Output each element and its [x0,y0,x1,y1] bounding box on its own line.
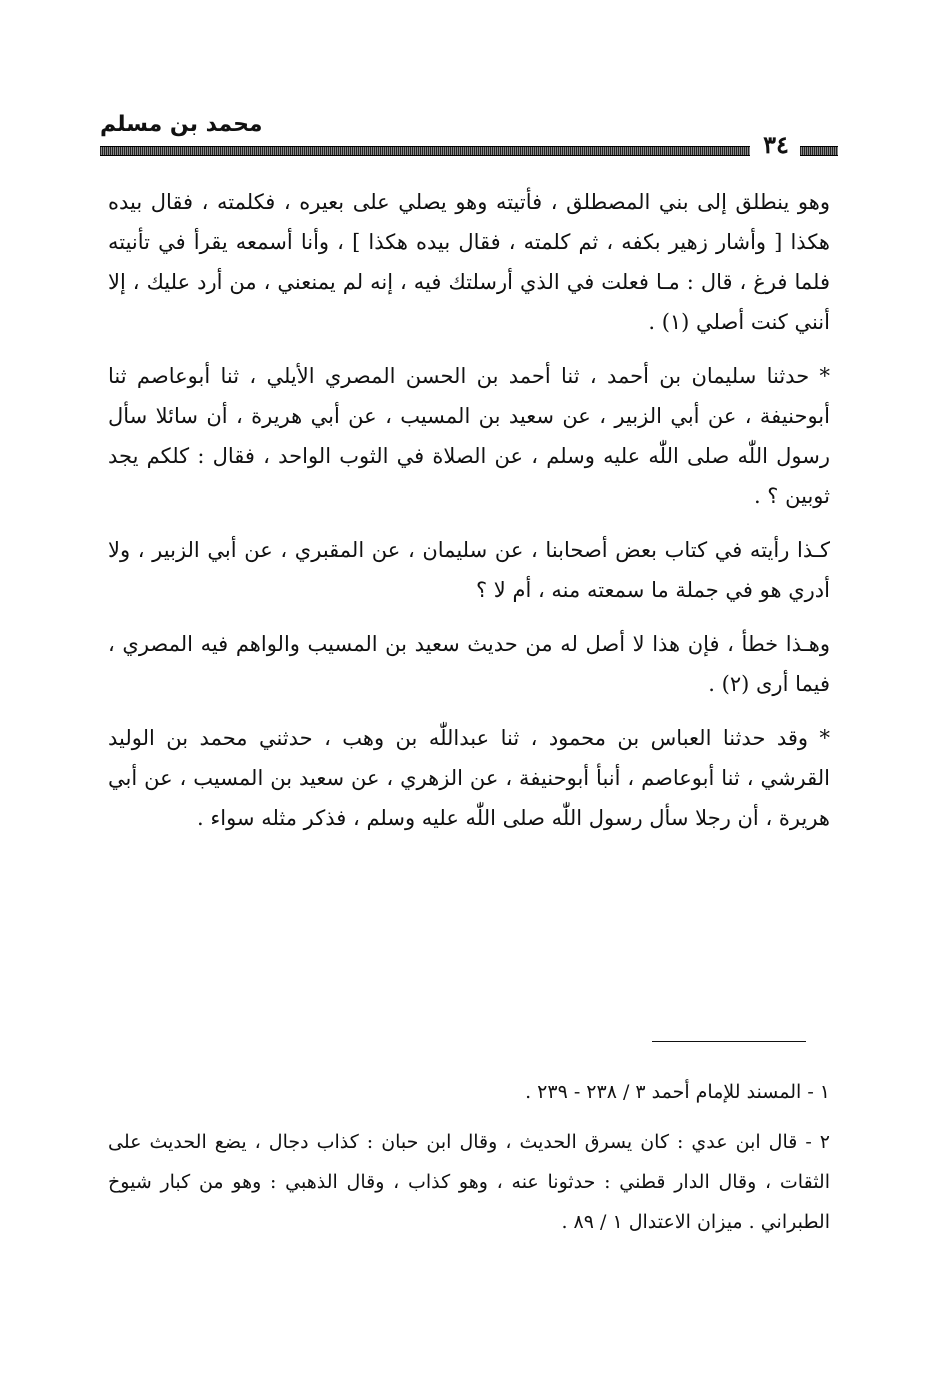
footnote-separator [652,1041,806,1042]
header-rule [100,146,750,156]
footnotes [108,1072,830,1252]
running-title: محمد بن مسلم [100,112,263,137]
footnote-2: ٢ - قال ابن عدي : كان يسرق الحديث ، وقال ابن حبان : كذاب دجال ، يضع الحديث على الثقات ، وقال الدار قطني : حدثونا عنه ، وهو كذاب ، وقال الذهبي : وهو من كبار شيوخ الطبراني . ميزان الاعتدال ١ / ٨٩ . [108,1131,830,1233]
main-text [108,182,830,852]
header-rule-end [800,146,838,156]
paragraph-2: * حدثنا سليمان بن أحمد ، ثنا أحمد بن الحسن المصري الأيلي ، ثنا أبوعاصم ثنا أبوحنيفة ، عن أبي الزبير ، عن سعيد بن المسيب ، عن أبي هريرة ، أن سائلا سأل رسول اللّٰه صلى اللّٰه عليه وسلم ، عن الصلاة في الثوب الواحد ، فقال : كلكم يجد ثوبين ؟ . [108,364,830,508]
page-number: ٣٤ [763,130,789,159]
paragraph-5: * وقد حدثنا العباس بن محمود ، ثنا عبداللّٰه بن وهب ، حدثني محمد بن الوليد القرشي ، ثنا أبوعاصم ، أنبأ أبوحنيفة ، عن الزهري ، عن سعيد بن المسيب ، عن أبي هريرة ، أن رجلا سأل رسول اللّٰه صلى اللّٰه عليه وسلم ، فذكر مثله سواء . [108,726,830,830]
paragraph-3: كـذا رأيته في كتاب بعض أصحابنا ، عن سليمان ، عن المقبري ، عن أبي الزبير ، ولا أدري هو في جملة ما سمعته منه ، أم لا ؟ [108,538,830,602]
footnote-1: ١ - المسند للإمام أحمد ٣ / ٢٣٨ - ٢٣٩ . [525,1081,830,1103]
paragraph-1: وهو ينطلق إلى بني المصطلق ، فأتيته وهو يصلي على بعيره ، فكلمته ، فقال بيده هكذا [ وأشار زهير بكفه ، ثم كلمته ، فقال بيده هكذا ] ، وأنا أسمعه يقرأ في تأنيته فلما فرغ ، قال : مـا فعلت في الذي أرسلتك فيه ، إنه لم يمنعني ، من أرد عليك ، إلا أنني كنت أصلي (١) . [108,190,830,334]
paragraph-4: وهـذا خطأ ، فإن هذا لا أصل له من حديث سعيد بن المسيب والواهم فيه المصري ، فيما أرى (٢) . [108,632,830,696]
